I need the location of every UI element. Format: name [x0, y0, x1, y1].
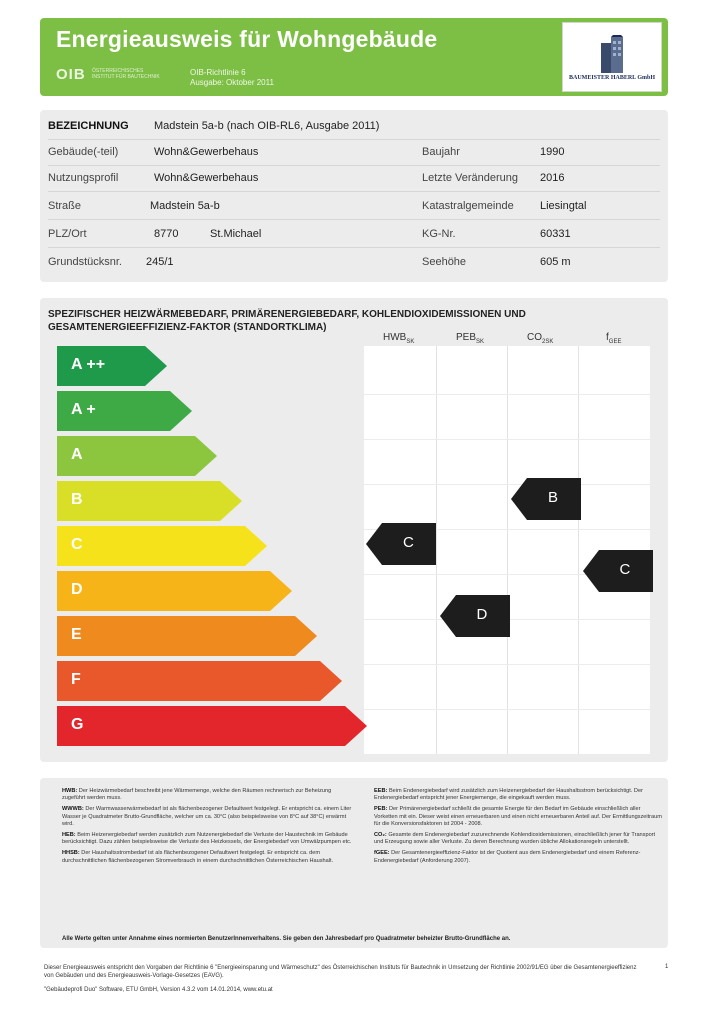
legend-item: WWWB: Der Warmwasserwärmebedarf ist als flächenbezogener Defaultwert festgelegt. Er entspricht ca. einem Liter Wasser je Quadratmeter Brutto-Grundfläche, welcher um ca. 30°C (also beispielsweise von 8°C auf 38°C) erwärmt wird. [62, 806, 352, 827]
info-value-right: Liesingtal [540, 200, 587, 212]
oib-institute-name: ÖSTERREICHISCHES INSTITUT FÜR BAUTECHNIK [92, 68, 160, 80]
energy-class-panel [40, 298, 668, 762]
column-header-co2: $CO_{2SK}$ [527, 332, 554, 345]
page-number: 1 [665, 964, 669, 970]
energy-class-bar [57, 436, 217, 476]
energy-class-label: A [71, 446, 83, 463]
rating-marker [366, 523, 436, 565]
legend-item: EEB: Beim Endenergiebedarf wird zusätzlich zum Heizenergiebedarf der Haushaltsstrom berücksichtigt. Der Endenergiebedarf entspricht jener Energiemenge, die eingekauft werden muss. [374, 788, 643, 802]
energy-class-bar [57, 346, 167, 386]
info-label: Gebäude(-teil) [48, 146, 119, 158]
footer-line-2: "Gebäudeprofi Duo" Software, ETU GmbH, Version 4.3.2 vom 14.01.2014, www.etu.at [44, 987, 273, 993]
info-value-right: 605 m [540, 256, 571, 268]
info-value: Madstein 5a-b [150, 200, 220, 212]
energy-class-bar [57, 661, 342, 701]
energy-class-label: E [71, 626, 82, 643]
energy-class-label: A + [71, 401, 96, 418]
energy-class-label: C [71, 536, 83, 553]
energy-heading: SPEZIFISCHER HEIZWÄRMEBEDARF, PRIMÄRENERGIEBEDARF, KOHLENDIOXIDEMISSIONEN UND GESAMTENERGIEEFFIZIENZ-FAKTOR (STANDORTKLIMA) [48, 309, 526, 333]
info-value-right: 1990 [540, 146, 565, 158]
guideline-info [190, 68, 274, 88]
info-value: Wohn&Gewerbehaus [154, 172, 259, 184]
energy-class-bar [57, 481, 242, 521]
info-value-town: St.Michael [210, 228, 262, 240]
info-row-bezeichnung [40, 114, 668, 140]
energy-class-bar [57, 391, 192, 431]
info-row [40, 194, 668, 220]
info-label-right: Katastralgemeinde [422, 200, 514, 212]
rating-marker [583, 550, 653, 592]
legend-item: HWB: Der Heizwärmebedarf beschreibt jene Wärmemenge, welche den Räumen rechnerisch zur Beheizung zugeführt werden muss. [62, 788, 332, 802]
info-value-right: 60331 [540, 228, 571, 240]
info-label-right: KG-Nr. [422, 228, 456, 240]
oib-logo: OIB [56, 66, 86, 83]
energy-class-label: A ++ [71, 356, 106, 373]
info-row [40, 250, 668, 276]
legend-column-right [374, 788, 664, 869]
rating-marker [440, 595, 510, 637]
rating-marker-label: C [619, 561, 631, 578]
info-row [40, 166, 668, 192]
rating-marker [511, 478, 581, 520]
column-header-hwb: $HWB_{SK}$ [383, 332, 415, 345]
info-row [40, 140, 668, 166]
info-label: PLZ/Ort [48, 228, 87, 240]
legend-note: Alle Werte gelten unter Annahme eines normierten BenutzerInnenverhaltens. Sie geben den Jahresbedarf pro Quadratmeter beheizter Brutto-Grundfläche an. [62, 936, 511, 942]
energy-class-bar [57, 616, 317, 656]
document-title: Energieausweis für Wohngebäude [56, 26, 438, 52]
info-value-right: 2016 [540, 172, 565, 184]
bezeichnung-value: Madstein 5a-b (nach OIB-RL6, Ausgabe 2011) [154, 120, 380, 132]
info-value: 8770 [154, 228, 179, 240]
bezeichnung-label: BEZEICHNUNG [48, 120, 129, 132]
guideline-edition: Ausgabe: Oktober 2011 [190, 78, 274, 87]
info-label-right: Baujahr [422, 146, 460, 158]
energy-class-label: B [71, 491, 83, 508]
guideline-name: OIB-Richtlinie 6 [190, 68, 246, 77]
building-info-panel [40, 110, 668, 282]
footer-line-1: Dieser Energieausweis entspricht den Vorgaben der Richtlinie 6 "Energieeinsparung und Wärmeschutz" des Österreichischen Instituts für Bautechnik in Umsetzung der Richtlinie 2002/91/EG über die Gesamtenergieeffizienz von Gebäuden und des Energieausweis-Vorlage-Gesetzes (EAVG). [44, 965, 637, 979]
info-label-right: Seehöhe [422, 256, 467, 268]
energy-class-bar [57, 526, 267, 566]
column-header-fgee: $f_{GEE}$ [606, 332, 622, 345]
legend-item: HEB: Beim Heizenergiebedarf werden zusätzlich zum Nutzenergiebedarf die Verluste der Haustechnik im Gebäude berücksichtigt. Dazu zählen beispielsweise die Verluste des Heizkessels, der Energiebedarf von Umwälzpumpen etc. [62, 832, 352, 846]
rating-marker-label: C [403, 534, 414, 551]
energy-class-label: F [71, 671, 81, 688]
info-row [40, 222, 668, 248]
header-banner [40, 18, 668, 96]
legend-item: PEB: Der Primärenergiebedarf schließt die gesamte Energie für den Bedarf im Gebäude einschließlich aller Vorketten mit ein. Dieser weist einen erneuerbaren und einen nicht erneuerbaren Anteil auf. Der Ermittlungszeitraum für die Konversionsfaktoren ist 2004 - 2008. [374, 806, 662, 827]
energy-class-bar [57, 571, 292, 611]
footer-text [44, 964, 644, 994]
info-label: Nutzungsprofil [48, 172, 119, 184]
info-value: Wohn&Gewerbehaus [154, 146, 259, 158]
info-label-right: Letzte Veränderung [422, 172, 519, 184]
rating-marker-label: D [476, 606, 488, 623]
info-label: Straße [48, 200, 82, 212]
company-logo [562, 22, 662, 92]
rating-marker-label: B [548, 489, 559, 506]
company-name: BAUMEISTER HABERL GmbH [568, 75, 656, 81]
energy-class-label: D [71, 581, 83, 598]
legend-column-left [62, 788, 352, 869]
legend-item: fGEE: Der Gesamtenergieeffizienz-Faktor ist der Quotient aus dem Endenergiebedarf und einem Referenz-Endenergiebedarf (Anforderung 2007). [374, 850, 641, 864]
info-label: Grundstücksnr. [48, 256, 122, 268]
legend-panel [40, 778, 668, 948]
building-icon [599, 35, 627, 73]
legend-item: CO₂: Gesamte dem Endenergiebedarf zuzurechnende Kohlendioxidemissionen, einschließlich jener für Transport und Erzeugung sowie aller Verluste. Zu deren Berechnung wurden übliche Allokationsregeln unterstellt. [374, 832, 656, 846]
info-value: 245/1 [146, 256, 174, 268]
energy-class-label: G [71, 716, 84, 733]
energy-class-bar [57, 706, 367, 746]
legend-item: HHSB: Der Haushaltsstrombedarf ist als flächenbezogener Defaultwert festgelegt. Er entspricht ca. dem durchschnittlichen flächenbezogenen Stromverbrauch in einem durchschnittlichen Österreichischen Haushalt. [62, 850, 334, 864]
column-header-peb: $PEB_{SK}$ [456, 332, 485, 345]
